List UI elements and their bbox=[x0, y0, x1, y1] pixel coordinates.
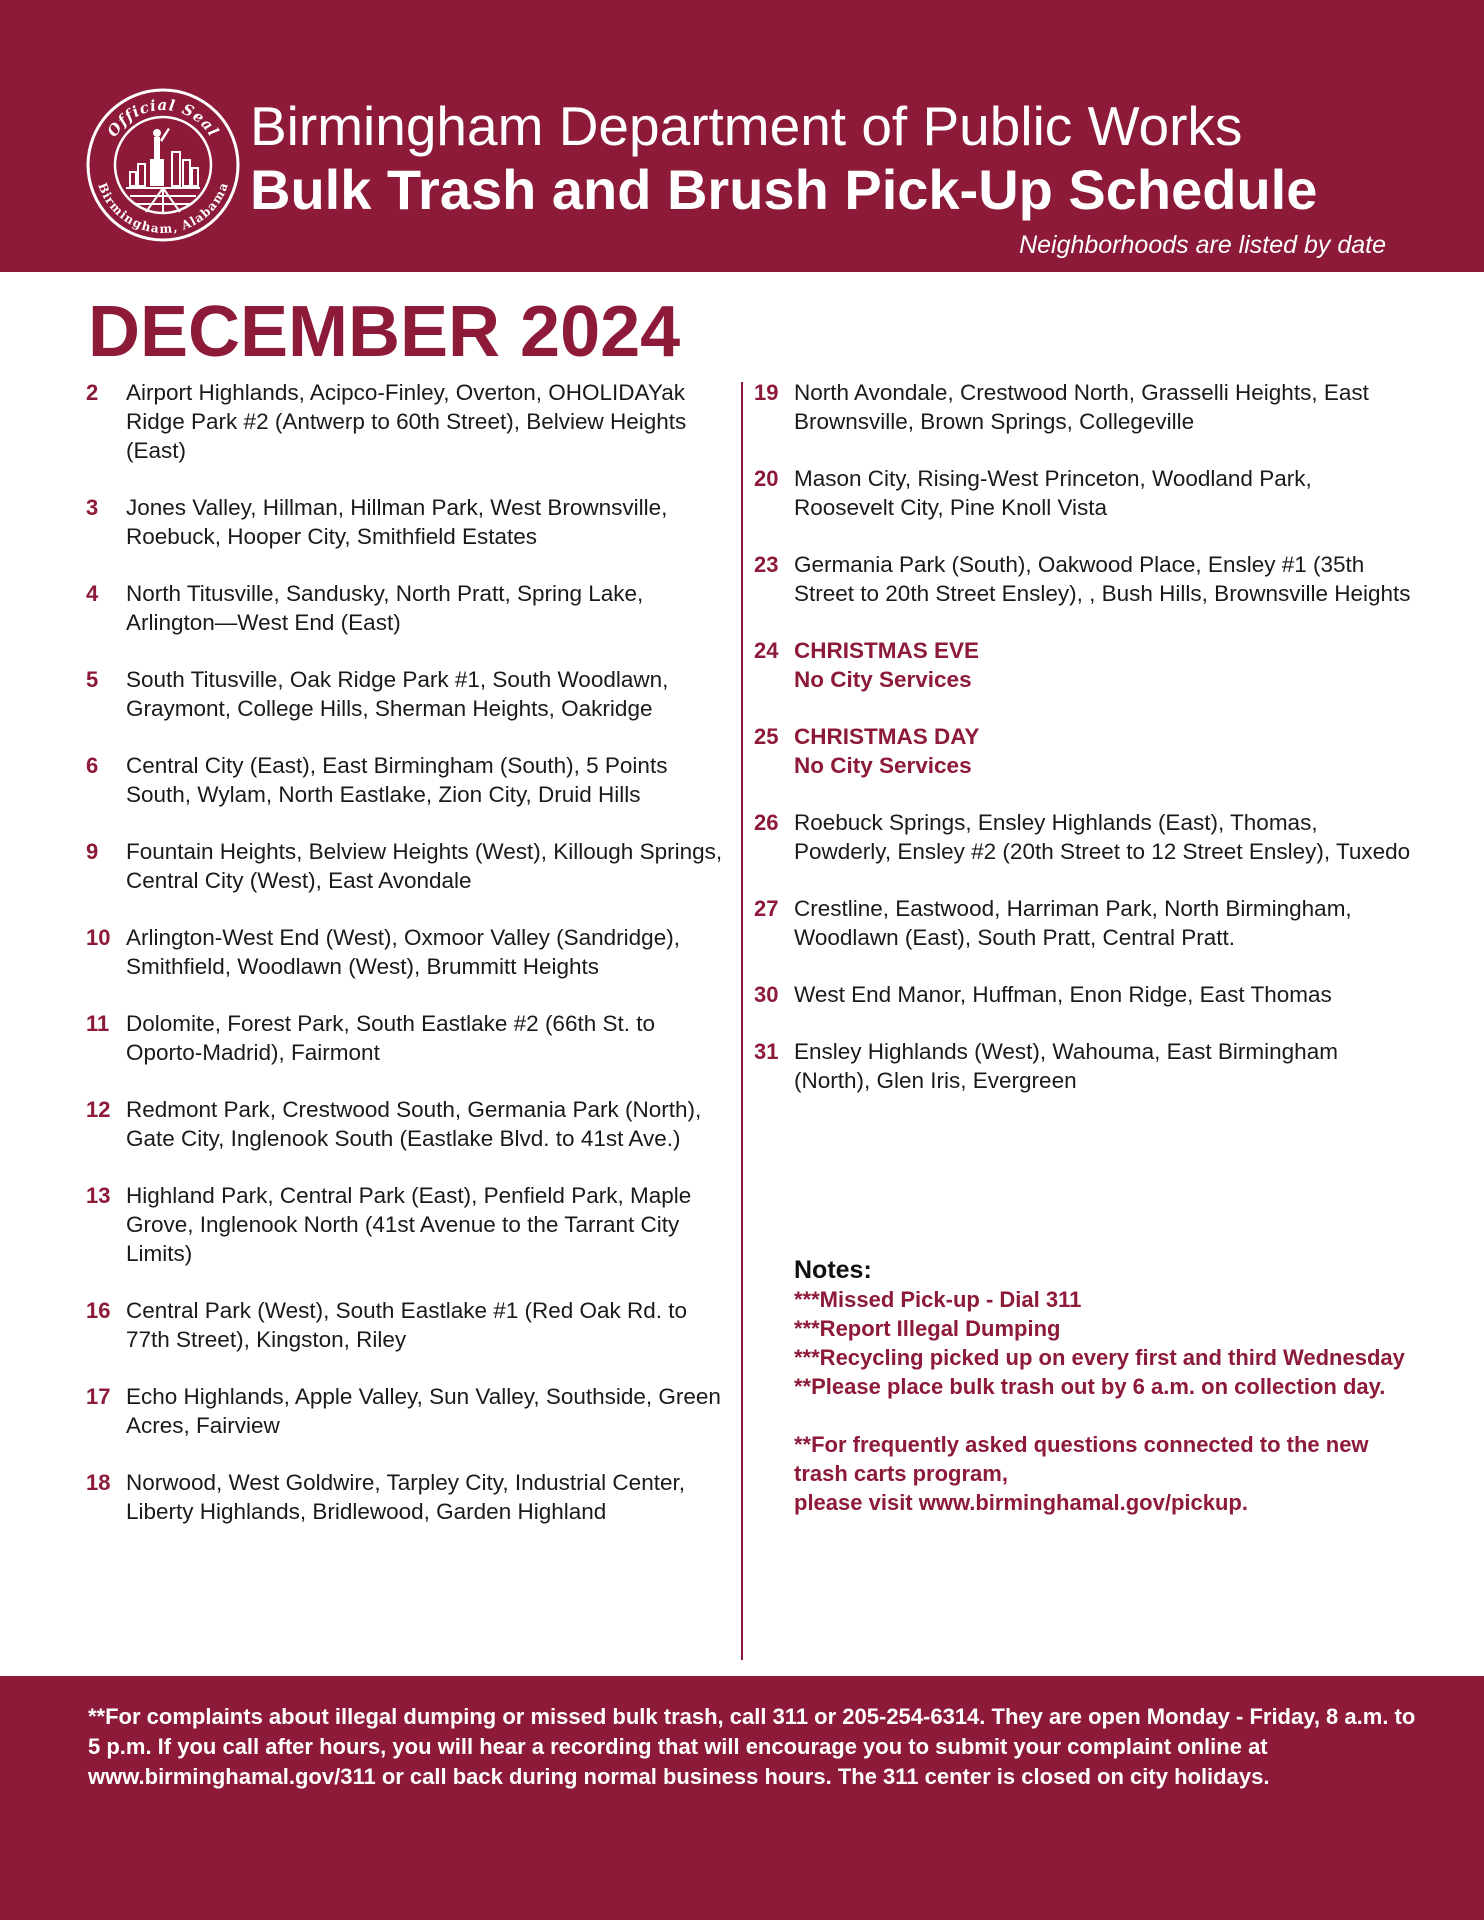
entry-day: 20 bbox=[754, 466, 779, 491]
entry-day: 11 bbox=[86, 1011, 110, 1036]
entry-neighborhoods: Jones Valley, Hillman, Hillman Park, West Brownsville, Roebuck, Hooper City, Smithfield Estates bbox=[126, 495, 668, 549]
entry-day: 17 bbox=[86, 1384, 111, 1409]
entry-day: 16 bbox=[86, 1298, 111, 1323]
schedule-entry bbox=[754, 808, 1414, 866]
entry-day: 6 bbox=[86, 753, 99, 778]
schedule-entry bbox=[754, 464, 1414, 522]
entry-neighborhoods: Crestline, Eastwood, Harriman Park, North Birmingham, Woodlawn (East), South Pratt, Central Pratt. bbox=[794, 896, 1352, 950]
entry-day: 30 bbox=[754, 982, 779, 1007]
entry-day: 12 bbox=[86, 1097, 111, 1122]
schedule-title: Bulk Trash and Brush Pick-Up Schedule bbox=[250, 158, 1318, 221]
entry-day: 26 bbox=[754, 810, 779, 835]
schedule-entry bbox=[754, 550, 1414, 608]
holiday-entry bbox=[754, 722, 1414, 780]
schedule-left-column bbox=[86, 378, 736, 1554]
subtitle: Neighborhoods are listed by date bbox=[1019, 231, 1386, 259]
entry-neighborhoods: Central City (East), East Birmingham (South), 5 Points South, Wylam, North Eastlake, Zion City, Druid Hills bbox=[126, 753, 668, 807]
entry-neighborhoods: Fountain Heights, Belview Heights (West), Killough Springs, Central City (West), East Avondale bbox=[126, 839, 723, 893]
schedule-entry bbox=[86, 1468, 736, 1526]
entry-neighborhoods: Mason City, Rising-West Princeton, Woodland Park, Roosevelt City, Pine Knoll Vista bbox=[794, 466, 1312, 520]
entry-day: 18 bbox=[86, 1470, 111, 1495]
holiday-name: CHRISTMAS DAY bbox=[794, 724, 980, 749]
schedule-entry bbox=[86, 1009, 736, 1067]
entry-neighborhoods: Roebuck Springs, Ensley Highlands (East), Thomas, Powderly, Ensley #2 (20th Street to 12 Street Ensley), Tuxedo bbox=[794, 810, 1411, 864]
schedule-entry bbox=[86, 378, 736, 465]
schedule-entry bbox=[86, 1181, 736, 1268]
column-divider bbox=[741, 382, 743, 1660]
entry-neighborhoods: Ensley Highlands (West), Wahouma, East Birmingham (North), Glen Iris, Evergreen bbox=[794, 1039, 1338, 1093]
entry-neighborhoods: North Titusville, Sandusky, North Pratt, Spring Lake, Arlington—West End (East) bbox=[126, 581, 644, 635]
schedule-entry bbox=[86, 579, 736, 637]
entry-neighborhoods: Dolomite, Forest Park, South Eastlake #2 (66th St. to Oporto-Madrid), Fairmont bbox=[126, 1011, 656, 1065]
schedule-entry bbox=[86, 1095, 736, 1153]
schedule-entry bbox=[754, 894, 1414, 952]
note-illegal-dumping: ***Report Illegal Dumping bbox=[794, 1316, 1061, 1341]
note-missed-pickup: ***Missed Pick-up - Dial 311 bbox=[794, 1287, 1082, 1312]
notes-title: Notes: bbox=[794, 1256, 872, 1284]
entry-day: 24 bbox=[754, 638, 779, 663]
seal-bottom-text: Birmingham, Alabama bbox=[95, 180, 231, 237]
footer-banner bbox=[0, 1676, 1484, 1920]
schedule-entry bbox=[86, 665, 736, 723]
entry-neighborhoods: West End Manor, Huffman, Enon Ridge, East Thomas bbox=[794, 982, 1332, 1007]
entry-neighborhoods: Airport Highlands, Acipco-Finley, Overton, OHOLIDAYak Ridge Park #2 (Antwerp to 60th Street), Belview Heights (East) bbox=[126, 380, 687, 463]
schedule-right-column bbox=[754, 378, 1414, 1123]
city-seal-icon bbox=[86, 88, 240, 242]
schedule-entry bbox=[86, 1296, 736, 1354]
entry-day: 13 bbox=[86, 1183, 111, 1208]
entry-day: 23 bbox=[754, 552, 779, 577]
holiday-entry bbox=[754, 636, 1414, 694]
entry-day: 27 bbox=[754, 896, 779, 921]
department-title: Birmingham Department of Public Works bbox=[250, 95, 1243, 157]
header-banner bbox=[0, 0, 1484, 272]
holiday-name: CHRISTMAS EVE bbox=[794, 638, 980, 663]
entry-neighborhoods: Germania Park (South), Oakwood Place, Ensley #1 (35th Street to 20th Street Ensley), , Bush Hills, Brownsville Heights bbox=[794, 552, 1411, 606]
entry-day: 2 bbox=[86, 380, 99, 405]
holiday-note: No City Services bbox=[794, 667, 972, 692]
entry-neighborhoods: Arlington-West End (West), Oxmoor Valley (Sandridge), Smithfield, Woodlawn (West), Brummitt Heights bbox=[126, 925, 680, 979]
entry-neighborhoods: Norwood, West Goldwire, Tarpley City, Industrial Center, Liberty Highlands, Bridlewood, Garden Highland bbox=[126, 1470, 685, 1524]
schedule-entry bbox=[86, 837, 736, 895]
entry-day: 4 bbox=[86, 581, 99, 606]
schedule-entry bbox=[86, 493, 736, 551]
entry-day: 5 bbox=[86, 667, 99, 692]
holiday-note: No City Services bbox=[794, 753, 972, 778]
schedule-entry bbox=[86, 751, 736, 809]
schedule-entry bbox=[754, 378, 1414, 436]
note-bulk-time: **Please place bulk trash out by 6 a.m. on collection day. bbox=[794, 1374, 1386, 1399]
entry-neighborhoods: North Avondale, Crestwood North, Grasselli Heights, East Brownsville, Brown Springs, Collegeville bbox=[794, 380, 1369, 434]
schedule-entry bbox=[754, 1037, 1414, 1095]
note-faq-link[interactable]: please visit www.birminghamal.gov/pickup. bbox=[794, 1490, 1248, 1515]
entry-day: 31 bbox=[754, 1039, 779, 1064]
notes-section bbox=[794, 1255, 1414, 1517]
note-recycling: ***Recycling picked up on every first and third Wednesday bbox=[794, 1345, 1405, 1370]
entry-day: 9 bbox=[86, 839, 99, 864]
entry-day: 25 bbox=[754, 724, 779, 749]
footer-complaints-text: **For complaints about illegal dumping or missed bulk trash, call 311 or 205-254-6314. They are open Monday - Friday, 8 a.m. to 5 p.m. If you call after hours, you will hear a recording that will encourage you to submit your complaint online at www.birminghamal.gov/311 or call back during normal business hours. The 311 center is closed on city holidays. bbox=[88, 1704, 1416, 1789]
seal-top-text: Official Seal bbox=[103, 96, 223, 141]
entry-neighborhoods: Redmont Park, Crestwood South, Germania Park (North), Gate City, Inglenook South (Eastlake Blvd. to 41st Ave.) bbox=[126, 1097, 702, 1151]
entry-neighborhoods: Highland Park, Central Park (East), Penfield Park, Maple Grove, Inglenook North (41st Avenue to the Tarrant City Limits) bbox=[126, 1183, 692, 1266]
month-heading: DECEMBER 2024 bbox=[88, 292, 681, 372]
entry-neighborhoods: Central Park (West), South Eastlake #1 (Red Oak Rd. to 77th Street), Kingston, Riley bbox=[126, 1298, 688, 1352]
entry-day: 3 bbox=[86, 495, 99, 520]
entry-day: 19 bbox=[754, 380, 779, 405]
entry-day: 10 bbox=[86, 925, 111, 950]
schedule-entry bbox=[754, 980, 1414, 1009]
entry-neighborhoods: Echo Highlands, Apple Valley, Sun Valley, Southside, Green Acres, Fairview bbox=[126, 1384, 721, 1438]
note-faq: **For frequently asked questions connected to the new trash carts program, bbox=[794, 1432, 1369, 1486]
schedule-entry bbox=[86, 1382, 736, 1440]
entry-neighborhoods: South Titusville, Oak Ridge Park #1, South Woodlawn, Graymont, College Hills, Sherman Heights, Oakridge bbox=[126, 667, 669, 721]
schedule-entry bbox=[86, 923, 736, 981]
